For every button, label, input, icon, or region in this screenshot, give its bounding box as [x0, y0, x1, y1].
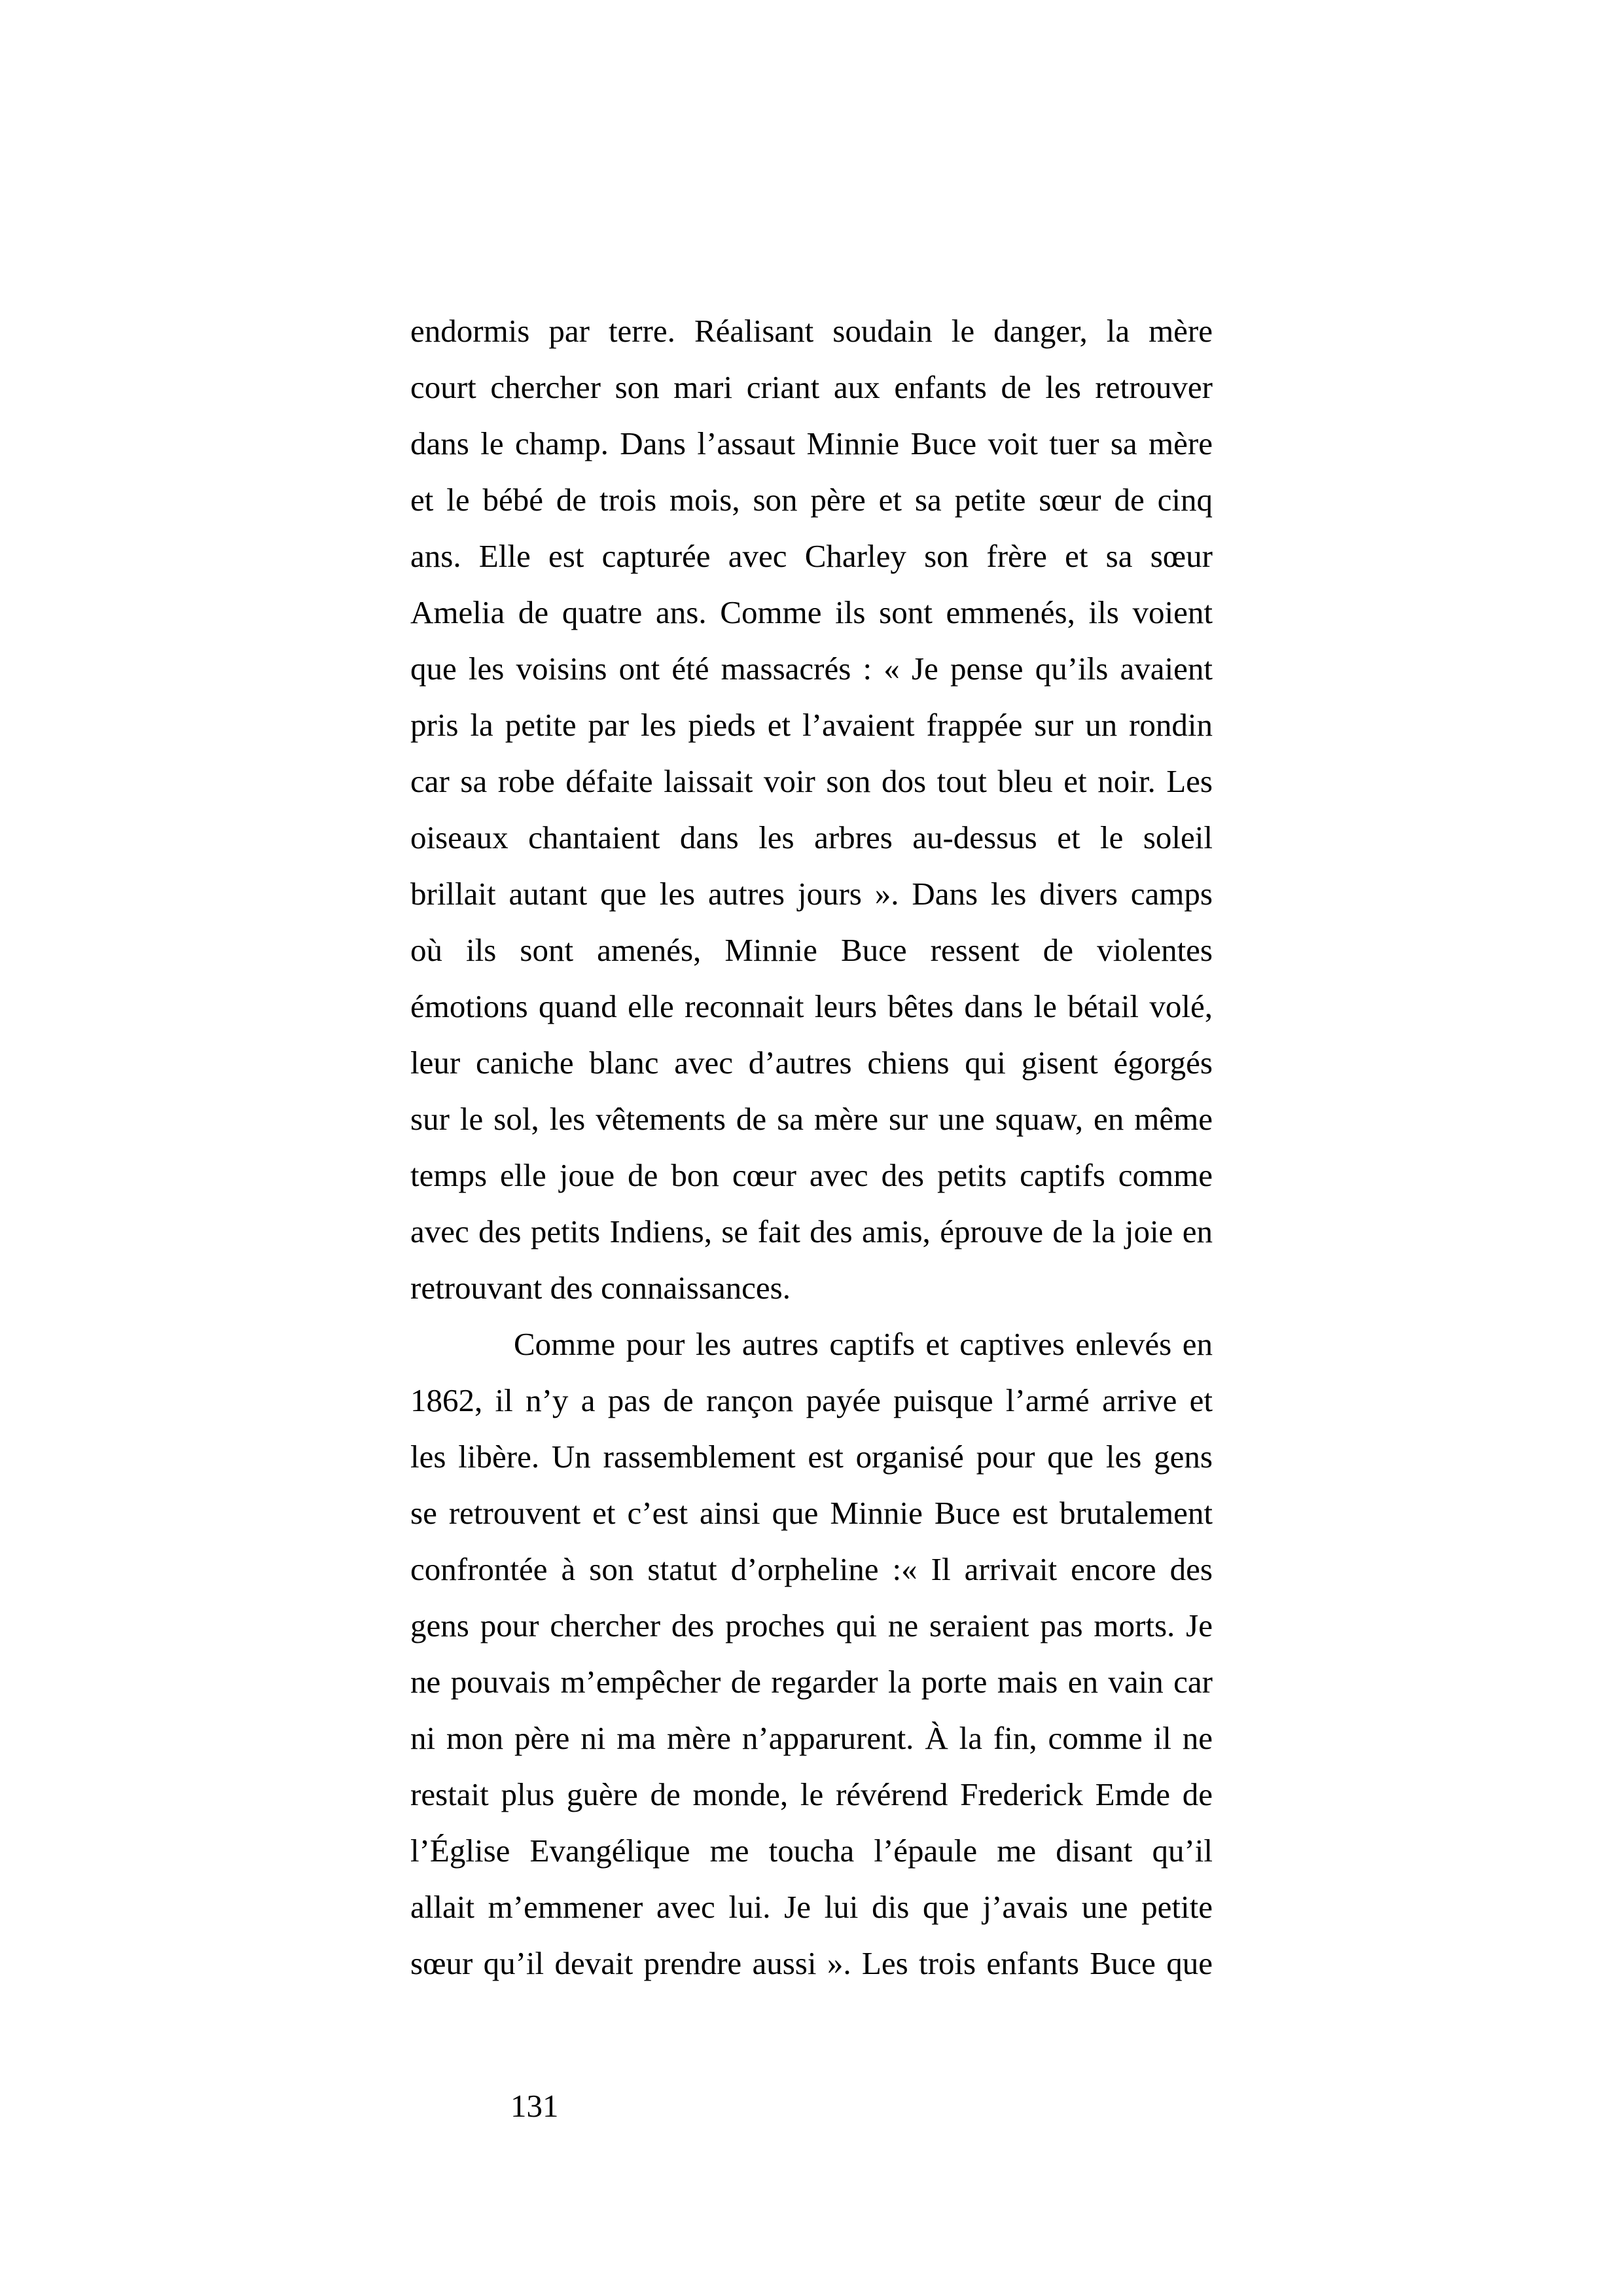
text-line: dans le champ. Dans l’assaut Minnie Buce voit tuer sa mère — [410, 425, 1213, 461]
text-line: sur le sol, les vêtements de sa mère sur une squaw, en même — [410, 1101, 1213, 1137]
text-line: ni mon père ni ma mère n’apparurent. À la fin, comme il ne — [410, 1720, 1213, 1756]
text-line: se retrouvent et c’est ainsi que Minnie Buce est brutalement — [410, 1495, 1213, 1531]
text-line: oiseaux chantaient dans les arbres au-dessus et le soleil — [410, 819, 1213, 855]
paragraph-2 — [410, 1316, 1213, 1992]
text-line: allait m’emmener avec lui. Je lui dis que j’avais une petite — [410, 1889, 1213, 1925]
text-line: court chercher son mari criant aux enfants de les retrouver — [410, 369, 1213, 405]
text-line: restait plus guère de monde, le révérend Frederick Emde de — [410, 1776, 1213, 1812]
text-line: que les voisins ont été massacrés : « Je pense qu’ils avaient — [410, 651, 1213, 687]
text-line: ans. Elle est capturée avec Charley son frère et sa sœur — [410, 538, 1213, 574]
text-line: avec des petits Indiens, se fait des amis, éprouve de la joie en — [410, 1213, 1213, 1249]
text-line: et le bébé de trois mois, son père et sa petite sœur de cinq — [410, 482, 1213, 518]
text-line: brillait autant que les autres jours ». Dans les divers camps — [410, 876, 1213, 912]
text-line: où ils sont amenés, Minnie Buce ressent de violentes — [410, 932, 1213, 968]
text-line: ne pouvais m’empêcher de regarder la porte mais en vain car — [410, 1664, 1213, 1700]
text-line: Amelia de quatre ans. Comme ils sont emmenés, ils voient — [410, 594, 1213, 630]
text-line: car sa robe défaite laissait voir son dos tout bleu et noir. Les — [410, 763, 1213, 799]
text-line: l’Église Evangélique me toucha l’épaule me disant qu’il — [410, 1833, 1213, 1869]
text-line: leur caniche blanc avec d’autres chiens qui gisent égorgés — [410, 1045, 1213, 1081]
text-line: 1862, il n’y a pas de rançon payée puisque l’armé arrive et — [410, 1382, 1213, 1418]
text-line: sœur qu’il devait prendre aussi ». Les trois enfants Buce que — [410, 1945, 1213, 1981]
text-line: retrouvant des connaissances. — [410, 1270, 791, 1306]
text-line: pris la petite par les pieds et l’avaient frappée sur un rondin — [410, 707, 1213, 743]
page-number: 131 — [510, 2088, 559, 2124]
text-line: émotions quand elle reconnait leurs bêtes dans le bétail volé, — [410, 988, 1213, 1024]
text-line: temps elle joue de bon cœur avec des petits captifs comme — [410, 1157, 1213, 1193]
text-line: confrontée à son statut d’orpheline :« Il arrivait encore des — [410, 1551, 1213, 1587]
text-line: Comme pour les autres captifs et captives enlevés en — [514, 1326, 1213, 1362]
text-line: endormis par terre. Réalisant soudain le danger, la mère — [410, 313, 1213, 349]
body-text — [410, 303, 1213, 1992]
paragraph-1 — [410, 303, 1213, 1316]
text-line: les libère. Un rassemblement est organisé pour que les gens — [410, 1439, 1213, 1475]
text-line: gens pour chercher des proches qui ne seraient pas morts. Je — [410, 1607, 1213, 1643]
